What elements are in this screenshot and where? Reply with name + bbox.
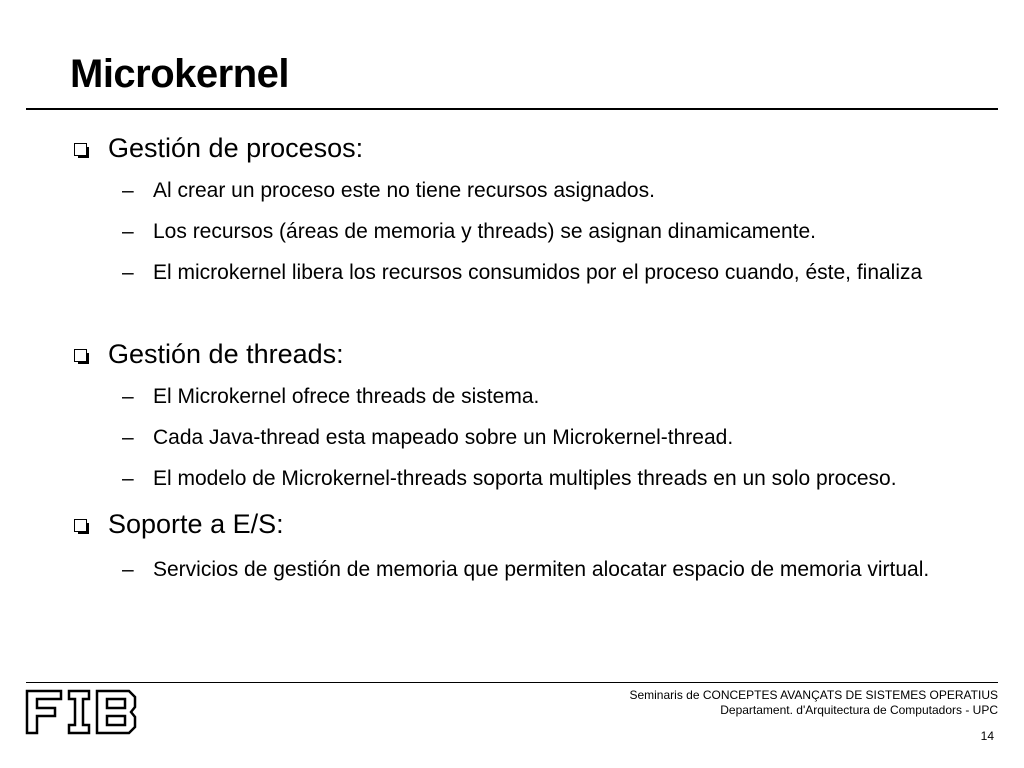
- footer-divider: [26, 682, 998, 683]
- dash-bullet: –: [122, 385, 134, 408]
- square-bullet-icon: [74, 349, 87, 362]
- title-divider: [26, 108, 998, 110]
- fib-logo-icon: [25, 689, 139, 735]
- section-heading: Soporte a E/S:: [108, 509, 284, 539]
- list-item: El modelo de Microkernel-threads soporta multiples threads en un solo proceso.: [153, 467, 897, 490]
- list-item: Cada Java-thread esta mapeado sobre un Microkernel-thread.: [153, 426, 734, 449]
- dash-bullet: –: [122, 467, 134, 490]
- dash-bullet: –: [122, 558, 134, 581]
- section-heading: Gestión de procesos:: [108, 133, 364, 163]
- footer-credits: [629, 688, 998, 718]
- footer-department: Departament. d'Arquitectura de Computadors - UPC: [720, 703, 998, 717]
- section-heading: Gestión de threads:: [108, 339, 344, 369]
- dash-bullet: –: [122, 426, 134, 449]
- square-bullet-icon: [74, 143, 87, 156]
- list-item: Servicios de gestión de memoria que permiten alocatar espacio de memoria virtual.: [153, 558, 930, 581]
- list-item: Al crear un proceso este no tiene recursos asignados.: [153, 179, 655, 202]
- dash-bullet: –: [122, 220, 134, 243]
- list-item: Los recursos (áreas de memoria y threads) se asignan dinamicamente.: [153, 220, 816, 243]
- list-item: El microkernel libera los recursos consumidos por el proceso cuando, éste, finaliza: [153, 261, 923, 284]
- dash-bullet: –: [122, 261, 134, 284]
- square-bullet-icon: [74, 519, 87, 532]
- dash-bullet: –: [122, 179, 134, 202]
- footer-course: Seminaris de CONCEPTES AVANÇATS DE SISTEMES OPERATIUS: [629, 688, 998, 702]
- slide-title: Microkernel: [70, 52, 290, 96]
- page-number: 14: [980, 729, 994, 743]
- list-item: El Microkernel ofrece threads de sistema.: [153, 385, 540, 408]
- svg-text:FIB: FIB: [25, 689, 27, 690]
